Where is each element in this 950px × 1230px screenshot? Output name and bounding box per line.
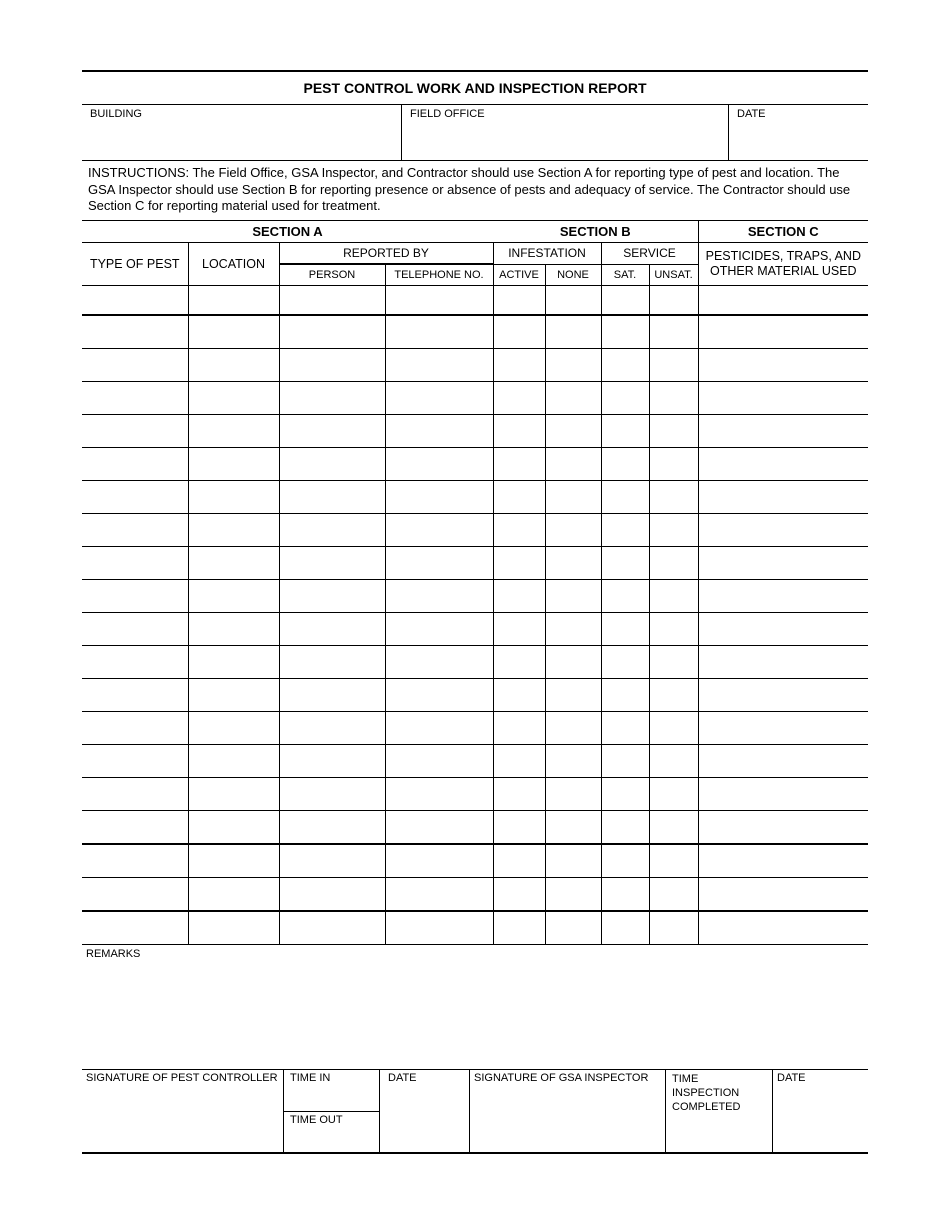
person-cell[interactable]	[279, 778, 385, 811]
person-cell[interactable]	[279, 679, 385, 712]
sat-cell[interactable]	[601, 580, 649, 613]
none-cell[interactable]	[545, 878, 601, 912]
sat-cell[interactable]	[601, 547, 649, 580]
material-used-cell[interactable]	[698, 745, 868, 778]
active-cell[interactable]	[493, 315, 545, 349]
telephone-cell[interactable]	[385, 382, 493, 415]
unsat-cell[interactable]	[649, 415, 698, 448]
material-used-cell[interactable]	[698, 481, 868, 514]
telephone-cell[interactable]	[385, 778, 493, 811]
pest-controller-signature-label: SIGNATURE OF PEST CONTROLLER	[86, 1072, 278, 1084]
active-cell[interactable]	[493, 613, 545, 646]
sat-cell[interactable]	[601, 514, 649, 547]
none-cell[interactable]	[545, 712, 601, 745]
reported-by-header: REPORTED BY	[279, 243, 493, 265]
table-row	[82, 878, 868, 912]
sat-cell[interactable]	[601, 613, 649, 646]
location-cell[interactable]	[188, 844, 279, 878]
location-cell[interactable]	[188, 481, 279, 514]
sat-cell[interactable]	[601, 646, 649, 679]
table-row	[82, 382, 868, 415]
material-used-cell[interactable]	[698, 315, 868, 349]
unsat-cell[interactable]	[649, 878, 698, 912]
unsat-cell[interactable]	[649, 844, 698, 878]
active-cell[interactable]	[493, 811, 545, 845]
unsat-cell[interactable]	[649, 382, 698, 415]
none-cell[interactable]	[545, 349, 601, 382]
location-cell[interactable]	[188, 878, 279, 912]
table-row	[82, 514, 868, 547]
date-field[interactable]	[728, 105, 868, 160]
type-of-pest-cell[interactable]	[82, 481, 188, 514]
location-cell[interactable]	[188, 349, 279, 382]
location-cell[interactable]	[188, 547, 279, 580]
date-label: DATE	[737, 108, 766, 120]
inspection-date-label: DATE	[777, 1072, 806, 1084]
none-cell[interactable]	[545, 911, 601, 945]
sat-cell[interactable]	[601, 811, 649, 845]
sat-cell[interactable]	[601, 778, 649, 811]
unsat-cell[interactable]	[649, 911, 698, 945]
active-header: ACTIVE	[493, 264, 545, 286]
none-cell[interactable]	[545, 481, 601, 514]
signature-row	[82, 1069, 868, 1154]
location-cell[interactable]	[188, 415, 279, 448]
telephone-cell[interactable]	[385, 745, 493, 778]
type-of-pest-header: TYPE OF PEST	[82, 243, 188, 286]
location-cell[interactable]	[188, 712, 279, 745]
type-of-pest-cell[interactable]	[82, 778, 188, 811]
sat-cell[interactable]	[601, 481, 649, 514]
table-row	[82, 844, 868, 878]
person-cell[interactable]	[279, 580, 385, 613]
material-used-cell[interactable]	[698, 382, 868, 415]
unsat-cell[interactable]	[649, 315, 698, 349]
active-cell[interactable]	[493, 580, 545, 613]
building-field[interactable]	[82, 105, 401, 160]
location-cell[interactable]	[188, 811, 279, 845]
none-cell[interactable]	[545, 415, 601, 448]
person-header: PERSON	[279, 264, 385, 286]
time-out-field[interactable]	[284, 1111, 379, 1153]
unsat-cell[interactable]	[649, 349, 698, 382]
material-used-cell[interactable]	[698, 349, 868, 382]
location-cell[interactable]	[188, 286, 279, 316]
material-used-cell[interactable]	[698, 286, 868, 316]
table-row	[82, 911, 868, 945]
person-cell[interactable]	[279, 911, 385, 945]
unsat-cell[interactable]	[649, 712, 698, 745]
telephone-cell[interactable]	[385, 646, 493, 679]
type-of-pest-cell[interactable]	[82, 580, 188, 613]
none-header: NONE	[545, 264, 601, 286]
telephone-cell[interactable]	[385, 481, 493, 514]
table-body	[82, 286, 868, 945]
person-cell[interactable]	[279, 315, 385, 349]
time-inspection-completed-field[interactable]	[665, 1070, 772, 1152]
material-used-cell[interactable]	[698, 911, 868, 945]
type-of-pest-cell[interactable]	[82, 448, 188, 481]
table-row	[82, 745, 868, 778]
telephone-cell[interactable]	[385, 315, 493, 349]
table-row	[82, 315, 868, 349]
telephone-cell[interactable]	[385, 911, 493, 945]
active-cell[interactable]	[493, 878, 545, 912]
sat-cell[interactable]	[601, 415, 649, 448]
location-cell[interactable]	[188, 613, 279, 646]
pest-control-form	[82, 70, 868, 1154]
type-of-pest-cell[interactable]	[82, 878, 188, 912]
telephone-cell[interactable]	[385, 448, 493, 481]
telephone-header: TELEPHONE NO.	[385, 264, 493, 286]
location-cell[interactable]	[188, 911, 279, 945]
table-row	[82, 679, 868, 712]
type-of-pest-cell[interactable]	[82, 514, 188, 547]
location-cell[interactable]	[188, 679, 279, 712]
material-used-cell[interactable]	[698, 580, 868, 613]
form-title: PEST CONTROL WORK AND INSPECTION REPORT	[82, 70, 868, 104]
sat-cell[interactable]	[601, 679, 649, 712]
telephone-cell[interactable]	[385, 349, 493, 382]
time-in-label: TIME IN	[290, 1072, 331, 1084]
active-cell[interactable]	[493, 448, 545, 481]
time-fields	[283, 1070, 379, 1152]
sat-cell[interactable]	[601, 911, 649, 945]
person-cell[interactable]	[279, 844, 385, 878]
active-cell[interactable]	[493, 911, 545, 945]
sat-header: SAT.	[601, 264, 649, 286]
remarks-label: REMARKS	[86, 948, 141, 960]
type-of-pest-cell[interactable]	[82, 646, 188, 679]
telephone-cell[interactable]	[385, 844, 493, 878]
table-row	[82, 712, 868, 745]
material-used-cell[interactable]	[698, 778, 868, 811]
time-in-field[interactable]	[284, 1070, 379, 1111]
table-row	[82, 481, 868, 514]
unsat-cell[interactable]	[649, 646, 698, 679]
active-cell[interactable]	[493, 679, 545, 712]
sat-cell[interactable]	[601, 844, 649, 878]
table-row	[82, 349, 868, 382]
section-c-header: SECTION C	[698, 221, 868, 243]
time-out-label: TIME OUT	[290, 1113, 343, 1126]
location-cell[interactable]	[188, 448, 279, 481]
instructions-text: INSTRUCTIONS: The Field Office, GSA Inspector, and Contractor should use Section A for reporting type of pest and location. The GSA Inspector should use Section B for reporting presence or absence of pests and adequacy of service. The Contractor should use Section C for reporting material used for treatment.	[82, 161, 868, 221]
location-header: LOCATION	[188, 243, 279, 286]
person-cell[interactable]	[279, 481, 385, 514]
active-cell[interactable]	[493, 481, 545, 514]
none-cell[interactable]	[545, 448, 601, 481]
unsat-cell[interactable]	[649, 514, 698, 547]
none-cell[interactable]	[545, 745, 601, 778]
field-office-label: FIELD OFFICE	[410, 108, 485, 120]
telephone-cell[interactable]	[385, 613, 493, 646]
none-cell[interactable]	[545, 315, 601, 349]
material-used-cell[interactable]	[698, 844, 868, 878]
type-of-pest-cell[interactable]	[82, 415, 188, 448]
person-cell[interactable]	[279, 878, 385, 912]
unsat-cell[interactable]	[649, 481, 698, 514]
material-used-cell[interactable]	[698, 613, 868, 646]
table-row	[82, 547, 868, 580]
telephone-cell[interactable]	[385, 286, 493, 316]
material-used-cell[interactable]	[698, 448, 868, 481]
active-cell[interactable]	[493, 415, 545, 448]
unsat-cell[interactable]	[649, 448, 698, 481]
location-cell[interactable]	[188, 514, 279, 547]
active-cell[interactable]	[493, 547, 545, 580]
type-of-pest-cell[interactable]	[82, 712, 188, 745]
type-of-pest-cell[interactable]	[82, 745, 188, 778]
unsat-cell[interactable]	[649, 547, 698, 580]
person-cell[interactable]	[279, 547, 385, 580]
telephone-cell[interactable]	[385, 679, 493, 712]
person-cell[interactable]	[279, 712, 385, 745]
sat-cell[interactable]	[601, 712, 649, 745]
signature-date-label: DATE	[388, 1072, 417, 1084]
location-cell[interactable]	[188, 646, 279, 679]
gsa-inspector-signature-field[interactable]	[469, 1070, 665, 1152]
none-cell[interactable]	[545, 679, 601, 712]
type-of-pest-cell[interactable]	[82, 679, 188, 712]
none-cell[interactable]	[545, 580, 601, 613]
material-used-cell[interactable]	[698, 811, 868, 845]
signature-date-field[interactable]	[379, 1070, 469, 1152]
material-used-cell[interactable]	[698, 712, 868, 745]
material-used-cell[interactable]	[698, 646, 868, 679]
location-cell[interactable]	[188, 745, 279, 778]
material-used-cell[interactable]	[698, 547, 868, 580]
section-a-header: SECTION A	[82, 221, 493, 243]
location-cell[interactable]	[188, 580, 279, 613]
telephone-cell[interactable]	[385, 712, 493, 745]
telephone-cell[interactable]	[385, 580, 493, 613]
type-of-pest-cell[interactable]	[82, 844, 188, 878]
person-cell[interactable]	[279, 613, 385, 646]
field-office-field[interactable]	[401, 105, 728, 160]
sat-cell[interactable]	[601, 382, 649, 415]
material-used-cell[interactable]	[698, 679, 868, 712]
telephone-cell[interactable]	[385, 415, 493, 448]
telephone-cell[interactable]	[385, 547, 493, 580]
active-cell[interactable]	[493, 712, 545, 745]
sat-cell[interactable]	[601, 315, 649, 349]
person-cell[interactable]	[279, 415, 385, 448]
active-cell[interactable]	[493, 646, 545, 679]
none-cell[interactable]	[545, 778, 601, 811]
none-cell[interactable]	[545, 286, 601, 316]
none-cell[interactable]	[545, 844, 601, 878]
person-cell[interactable]	[279, 349, 385, 382]
location-cell[interactable]	[188, 778, 279, 811]
person-cell[interactable]	[279, 514, 385, 547]
table-row	[82, 646, 868, 679]
active-cell[interactable]	[493, 349, 545, 382]
unsat-cell[interactable]	[649, 580, 698, 613]
active-cell[interactable]	[493, 286, 545, 316]
table-row	[82, 448, 868, 481]
none-cell[interactable]	[545, 646, 601, 679]
type-of-pest-cell[interactable]	[82, 349, 188, 382]
unsat-cell[interactable]	[649, 679, 698, 712]
header-fields-row	[82, 104, 868, 161]
time-inspection-completed-label: TIME INSPECTION COMPLETED	[672, 1073, 741, 1113]
type-of-pest-cell[interactable]	[82, 382, 188, 415]
table-row	[82, 811, 868, 845]
telephone-cell[interactable]	[385, 878, 493, 912]
location-cell[interactable]	[188, 382, 279, 415]
material-used-header: PESTICIDES, TRAPS, AND OTHER MATERIAL USED	[698, 243, 868, 286]
sat-cell[interactable]	[601, 878, 649, 912]
type-of-pest-cell[interactable]	[82, 911, 188, 945]
telephone-cell[interactable]	[385, 514, 493, 547]
active-cell[interactable]	[493, 844, 545, 878]
person-cell[interactable]	[279, 382, 385, 415]
sat-cell[interactable]	[601, 349, 649, 382]
table-row	[82, 778, 868, 811]
unsat-header: UNSAT.	[649, 264, 698, 286]
active-cell[interactable]	[493, 382, 545, 415]
type-of-pest-cell[interactable]	[82, 315, 188, 349]
material-used-cell[interactable]	[698, 878, 868, 912]
none-cell[interactable]	[545, 382, 601, 415]
person-cell[interactable]	[279, 286, 385, 316]
person-cell[interactable]	[279, 646, 385, 679]
remarks-field[interactable]	[82, 945, 868, 1069]
unsat-cell[interactable]	[649, 613, 698, 646]
table-row	[82, 286, 868, 316]
building-label: BUILDING	[90, 108, 142, 120]
inspection-date-field[interactable]	[772, 1070, 868, 1152]
sat-cell[interactable]	[601, 448, 649, 481]
telephone-cell[interactable]	[385, 811, 493, 845]
unsat-cell[interactable]	[649, 778, 698, 811]
table-row	[82, 415, 868, 448]
inspection-table	[82, 221, 868, 945]
sat-cell[interactable]	[601, 745, 649, 778]
service-header: SERVICE	[601, 243, 698, 265]
table-row	[82, 613, 868, 646]
active-cell[interactable]	[493, 514, 545, 547]
type-of-pest-cell[interactable]	[82, 613, 188, 646]
type-of-pest-cell[interactable]	[82, 811, 188, 845]
none-cell[interactable]	[545, 613, 601, 646]
sat-cell[interactable]	[601, 286, 649, 316]
none-cell[interactable]	[545, 547, 601, 580]
gsa-inspector-signature-label: SIGNATURE OF GSA INSPECTOR	[474, 1072, 649, 1084]
none-cell[interactable]	[545, 514, 601, 547]
active-cell[interactable]	[493, 778, 545, 811]
none-cell[interactable]	[545, 811, 601, 845]
type-of-pest-cell[interactable]	[82, 286, 188, 316]
material-used-cell[interactable]	[698, 514, 868, 547]
material-used-cell[interactable]	[698, 415, 868, 448]
location-cell[interactable]	[188, 315, 279, 349]
person-cell[interactable]	[279, 745, 385, 778]
unsat-cell[interactable]	[649, 286, 698, 316]
section-b-header: SECTION B	[493, 221, 698, 243]
table-row	[82, 580, 868, 613]
infestation-header: INFESTATION	[493, 243, 601, 265]
person-cell[interactable]	[279, 811, 385, 845]
unsat-cell[interactable]	[649, 811, 698, 845]
unsat-cell[interactable]	[649, 745, 698, 778]
person-cell[interactable]	[279, 448, 385, 481]
type-of-pest-cell[interactable]	[82, 547, 188, 580]
active-cell[interactable]	[493, 745, 545, 778]
pest-controller-signature-field[interactable]	[82, 1070, 283, 1152]
